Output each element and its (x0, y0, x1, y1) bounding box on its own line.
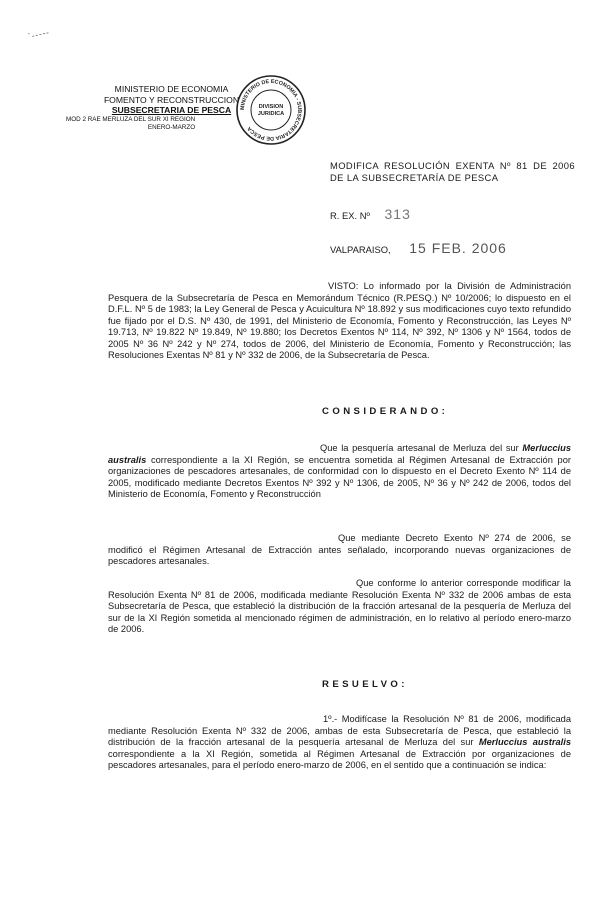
visto-paragraph (108, 281, 571, 362)
header-line-reference: MOD 2 RAE MERLUZA DEL SUR XI REGION (66, 115, 196, 123)
resuelvo-article-1 (108, 714, 571, 772)
seal-ring-text: MINISTERIO DE ECONOMIA - SUBSECRETARIA DE PESCA (239, 78, 303, 142)
resuelvo-p1-text-b: correspondiente a la XI Región, sometida al Régimen Artesanal de Extracción por organizaciones de pescadores artesanales, para el período enero-marzo de 2006, en el sentido que a continuación se indica: (108, 748, 571, 770)
resolution-number-value: 313 (384, 206, 411, 222)
resolution-number-label: R. EX. Nº (330, 210, 370, 221)
species-name: Merluccius australis (108, 443, 571, 465)
visto-text: Lo informado por la División de Administración Pesquera de la Subsecretaría de Pesca en Memorándum Técnico (R.PESQ.) Nº 10/2006; lo dispuesto en el D.F.L. Nº 5 de 1983; la Ley General de Pesca y Acuicultura Nº 18.892 y sus modificaciones cuyo texto refundido fue fijado por el D.S. Nº 430, de 1991, del Ministerio de Economía, Fomento y Reconstrucción, las Leyes Nº 19.713, Nº 19.822 Nº 19.849, Nº 19.880; los Decretos Exentos Nº 114, Nº 392, Nº 1306 y Nº 1564, todos de 2005 Nº 36 Nº 242 y Nº 274, todos de 2006, del Ministerio de Economía, Fomento y Reconstrucción; las Resoluciones Exentas Nº 81 y Nº 332 de 2006, de la Subsecretaría de Pesca. (108, 281, 572, 360)
resolution-title: MODIFICA RESOLUCIÓN EXENTA Nº 81 DE 2006 DE LA SUBSECRETARÍA DE PESCA (330, 160, 575, 183)
considerando-p2-lead: Que mediante Decreto Exento Nº 274 de 2006, (338, 533, 556, 543)
considerando-paragraph-1 (108, 443, 571, 501)
considerando-heading: CONSIDERANDO: (322, 406, 449, 417)
considerando-paragraph-2 (108, 533, 571, 568)
resolution-number (330, 206, 411, 222)
considerando-p3-lead: Que conforme lo anterior corresponde modificar (356, 578, 560, 588)
visto-lead: VISTO: (328, 281, 359, 291)
ministry-header (66, 84, 259, 131)
considerando-p1-lead: Que la pesquería artesanal de Merluza del sur (320, 443, 519, 453)
header-line-subsecretaria: SUBSECRETARIA DE PESCA (111, 105, 232, 116)
header-line-period: ENERO-MARZO (147, 123, 196, 131)
species-name: Merluccius australis (478, 737, 572, 747)
considerando-paragraph-3 (108, 578, 571, 636)
official-seal-stamp (235, 74, 307, 146)
seal-center-line1: DIVISION (258, 104, 284, 110)
date-stamp: 15 FEB. 2006 (409, 240, 507, 256)
resuelvo-p1-text-a: modificada mediante Resolución Exenta Nº 332 de 2006, ambas de esta Subsecretaría de Pesca, que estableció la distribución de la fracción artesanal de la pesquería artesanal de Merluza del sur (108, 714, 571, 747)
resuelvo-p1-lead: 1º.- Modifícase la Resolución Nº 81 de 2006, (323, 714, 522, 724)
considerando-p3-rest: la Resolución Exenta Nº 81 de 2006, modificada mediante Resolución Exenta Nº 332 de 2006 ambas de esta Subsecretaría de Pesca, que estableció la distribución de la fracción artesanal de la pesquería de Merluza del sur de la XI Región sometida al mencionado régimen de administración, en lo relativo al período enero-marzo de 2006. (108, 578, 571, 634)
seal-center-line2: JURIDICA (257, 111, 285, 117)
place-and-date (330, 240, 507, 256)
corner-mark: `----- (27, 27, 51, 42)
considerando-p1-rest: correspondiente a la XI Región, se encuentra sometida al Régimen Artesanal de Extracción por organizaciones de pescadores artesanales, de conformidad con lo dispuesto en el Decreto Exento Nº 114 de 2005, modificado mediante Decretos Exentos Nº 392 y Nº 1306, de 2005, Nº 36 y Nº 242 de 2006, todos del Ministerio de Economía, Fomento y Reconstrucción (108, 454, 571, 499)
resuelvo-heading: RESUELVO: (322, 679, 408, 690)
header-line-fomento: FOMENTO Y RECONSTRUCCION (103, 94, 240, 105)
header-line-ministry: MINISTERIO DE ECONOMIA (114, 84, 229, 94)
considerando-p2-rest: se modificó el Régimen Artesanal de Extracción antes señalado, incorporando nuevas organizaciones de pescadores artesanales. (108, 533, 571, 566)
place-label: VALPARAISO, (330, 244, 391, 255)
